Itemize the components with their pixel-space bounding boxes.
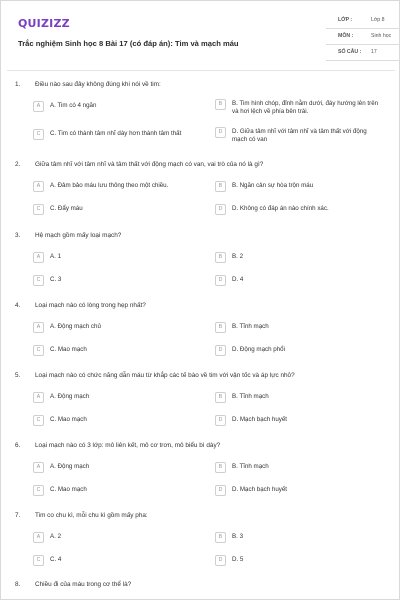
option-c[interactable]: [33, 415, 201, 426]
option-letter-box: B: [215, 392, 226, 403]
option-text: D. 5: [232, 556, 244, 563]
option-a[interactable]: [33, 252, 201, 263]
option-d[interactable]: [215, 555, 383, 566]
option-a[interactable]: [33, 462, 201, 473]
option-text: B. 3: [232, 533, 244, 540]
option-a[interactable]: [33, 181, 201, 192]
question-text: Loại mạch nào có chức năng dẫn máu từ khắp các tế bào về tim với vận tốc và áp lực nhỏ?: [35, 372, 295, 379]
option-letter-box: B: [215, 181, 226, 192]
option-d[interactable]: [215, 275, 383, 286]
option-d[interactable]: [215, 485, 383, 496]
option-text: A. Tim có 4 ngăn: [50, 102, 97, 109]
option-c[interactable]: [33, 485, 201, 496]
option-c[interactable]: [33, 555, 201, 566]
option-text: A. 2: [50, 533, 62, 540]
question-text: Giữa tâm nhĩ với tâm nhĩ và tâm thất với động mạch có van, vai trò của nó là gì?: [35, 161, 264, 168]
option-letter-box: C: [33, 415, 44, 426]
meta-key: LỚP :: [338, 17, 353, 23]
option-text: B. Ngăn cản sự hòa trộn máu: [232, 182, 314, 189]
option-text: D. 4: [232, 276, 244, 283]
option-c[interactable]: [33, 275, 201, 286]
option-text: C. 4: [50, 556, 62, 563]
option-text: C. Mao mạch: [50, 416, 87, 423]
question-text: Hệ mạch gồm mấy loại mạch?: [35, 232, 122, 239]
meta-value: 17: [371, 49, 377, 55]
option-text: B. Tĩnh mạch: [232, 463, 269, 470]
option-letter-box: B: [215, 99, 226, 110]
option-letter-box: D: [215, 555, 226, 566]
option-text: D. Mạch bạch huyết: [232, 486, 288, 493]
question-number: 5.: [15, 372, 21, 379]
option-text: B. Tim hình chóp, đỉnh nằm dưới, đáy hướng lên trên và hơi lệch về phía bên trái.: [232, 100, 379, 115]
option-text: D. Mạch bạch huyết: [232, 416, 288, 423]
option-letter-box: A: [33, 252, 44, 263]
option-text: C. Mao mạch: [50, 486, 87, 493]
worksheet-title: Trắc nghiệm Sinh học 8 Bài 17 (có đáp án): Tim và mạch máu: [18, 39, 239, 48]
option-text: D. Giữa tâm nhĩ với tâm nhĩ và tâm thất với động mạch có van: [232, 128, 367, 143]
option-letter-box: C: [33, 485, 44, 496]
meta-value: Sinh học: [371, 33, 392, 39]
option-b[interactable]: [215, 252, 383, 263]
option-letter-box: B: [215, 322, 226, 333]
option-text: A. Động mạch: [50, 463, 90, 470]
question-number: 7.: [15, 512, 21, 519]
option-letter-box: A: [33, 181, 44, 192]
option-text: A. Động mạch: [50, 393, 90, 400]
option-text: A. Đảm bảo máu lưu thông theo một chiều.: [50, 182, 169, 189]
option-letter-box: C: [33, 555, 44, 566]
option-b[interactable]: [215, 462, 383, 473]
question-number: 1.: [15, 81, 21, 88]
question-number: 8.: [15, 581, 21, 588]
option-letter-box: D: [215, 485, 226, 496]
option-b[interactable]: [215, 532, 383, 543]
question-number: 3.: [15, 232, 21, 239]
option-d[interactable]: [215, 345, 383, 356]
quizizz-logo: QUIZIZZ: [18, 17, 70, 30]
option-a[interactable]: [33, 532, 201, 543]
option-letter-box: C: [33, 345, 44, 356]
option-d[interactable]: [215, 204, 383, 215]
option-a[interactable]: [33, 392, 201, 403]
option-letter-box: B: [215, 462, 226, 473]
option-letter-box: A: [33, 392, 44, 403]
question-list: [1, 1, 400, 600]
option-text: A. Động mạch chủ: [50, 323, 101, 330]
meta-value: Lớp 8: [371, 17, 385, 23]
option-letter-box: B: [215, 252, 226, 263]
option-text: C. 3: [50, 276, 62, 283]
question-number: 4.: [15, 302, 21, 309]
option-letter-box: A: [33, 462, 44, 473]
question-text: Chiều đi của máu trong cơ thể là?: [35, 581, 132, 588]
option-d[interactable]: [215, 127, 383, 144]
option-text: A. 1: [50, 253, 62, 260]
option-letter-box: A: [33, 101, 44, 112]
option-letter-box: B: [215, 532, 226, 543]
option-letter-box: A: [33, 322, 44, 333]
option-text: D. Không có đáp án nào chính xác.: [232, 205, 329, 212]
option-c[interactable]: [33, 204, 201, 215]
option-b[interactable]: [215, 181, 383, 192]
option-a[interactable]: [33, 101, 201, 112]
option-text: B. 2: [232, 253, 244, 260]
question-text: Tim co chu kì, mỗi chu kì gồm mấy pha:: [35, 512, 148, 519]
option-a[interactable]: [33, 322, 201, 333]
option-text: C. Đẩy máu: [50, 205, 83, 212]
option-letter-box: C: [33, 204, 44, 215]
option-text: D. Động mạch phổi: [232, 346, 285, 353]
question-text: Điều nào sau đây không đúng khi nói về tim:: [35, 81, 161, 88]
option-c[interactable]: [33, 345, 201, 356]
option-b[interactable]: [215, 99, 383, 116]
option-letter-box: D: [215, 415, 226, 426]
option-letter-box: D: [215, 345, 226, 356]
option-letter-box: D: [215, 204, 226, 215]
option-c[interactable]: [33, 129, 201, 140]
option-b[interactable]: [215, 392, 383, 403]
option-letter-box: A: [33, 532, 44, 543]
option-letter-box: D: [215, 127, 226, 138]
option-text: B. Tĩnh mạch: [232, 393, 269, 400]
question-text: Loại mạch nào có lòng trong hẹp nhất?: [35, 302, 146, 309]
question-number: 6.: [15, 442, 21, 449]
option-text: C. Mao mạch: [50, 346, 87, 353]
option-letter-box: C: [33, 129, 44, 140]
option-d[interactable]: [215, 415, 383, 426]
option-text: B. Tĩnh mạch: [232, 323, 269, 330]
option-text: C. Tim có thành tâm nhĩ dày hơn thành tâm thất: [50, 130, 182, 137]
meta-key: SỐ CÂU :: [338, 49, 362, 55]
option-b[interactable]: [215, 322, 383, 333]
question-text: Loại mạch nào có 3 lớp: mô liên kết, mô cơ trơn, mô biểu bì dày?: [35, 442, 221, 449]
question-number: 2.: [15, 161, 21, 168]
option-letter-box: D: [215, 275, 226, 286]
meta-key: MÔN :: [338, 33, 354, 39]
option-letter-box: C: [33, 275, 44, 286]
